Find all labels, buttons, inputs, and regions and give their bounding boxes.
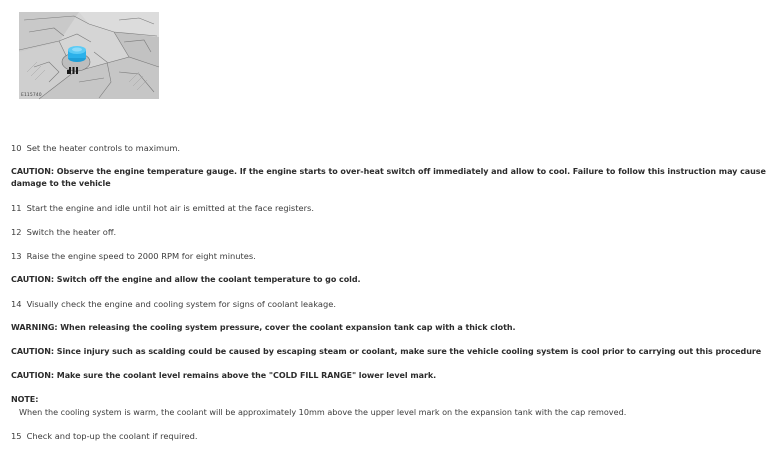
- step-text: Visually check the engine and cooling system for signs of coolant leakage.: [26, 299, 336, 309]
- note-heading: NOTE:: [11, 395, 39, 404]
- step-number: 13: [11, 251, 22, 261]
- coolant-tank-figure: [19, 12, 159, 99]
- step-text: Raise the engine speed to 2000 RPM for eight minutes.: [26, 251, 256, 261]
- step-13: [11, 250, 256, 262]
- step-number: 12: [11, 227, 22, 237]
- step-text: Switch the heater off.: [26, 227, 117, 237]
- step-text: Start the engine and idle until hot air is emitted at the face registers.: [26, 203, 314, 213]
- caution-overheat-line-1: CAUTION: Observe the engine temperature gauge. If the engine starts to over-heat switch off immediately and allow to cool. Failure to follow this instruction may cause: [11, 167, 766, 176]
- caution-scalding: CAUTION: Since injury such as scalding could be caused by escaping steam or coolant, make sure the vehicle cooling system is cool prior to carrying out this procedure: [11, 347, 762, 356]
- step-11: [11, 202, 314, 214]
- warning-pressure: WARNING: When releasing the cooling system pressure, cover the coolant expansion tank cap with a thick cloth.: [11, 323, 516, 332]
- figure-label: E115740: [21, 93, 42, 98]
- caution-overheat-line-2: damage to the vehicle: [11, 179, 111, 188]
- coolant-expansion-tank-illustration: [19, 12, 159, 99]
- caution-engine-off: CAUTION: Switch off the engine and allow the coolant temperature to go cold.: [11, 275, 361, 284]
- step-10: [11, 142, 180, 154]
- caution-coolant-level: CAUTION: Make sure the coolant level remains above the "COLD FILL RANGE" lower level mark.: [11, 371, 437, 380]
- step-text: Check and top-up the coolant if required.: [26, 431, 198, 441]
- step-14: [11, 298, 336, 310]
- step-number: 15: [11, 431, 22, 441]
- step-text: Set the heater controls to maximum.: [26, 143, 181, 153]
- step-15: [11, 430, 198, 442]
- step-number: 10: [11, 143, 22, 153]
- step-12: [11, 226, 116, 238]
- step-number: 11: [11, 203, 22, 213]
- note-body: When the cooling system is warm, the coolant will be approximately 10mm above the upper level mark on the expansion tank with the cap removed.: [19, 407, 627, 417]
- step-number: 14: [11, 299, 22, 309]
